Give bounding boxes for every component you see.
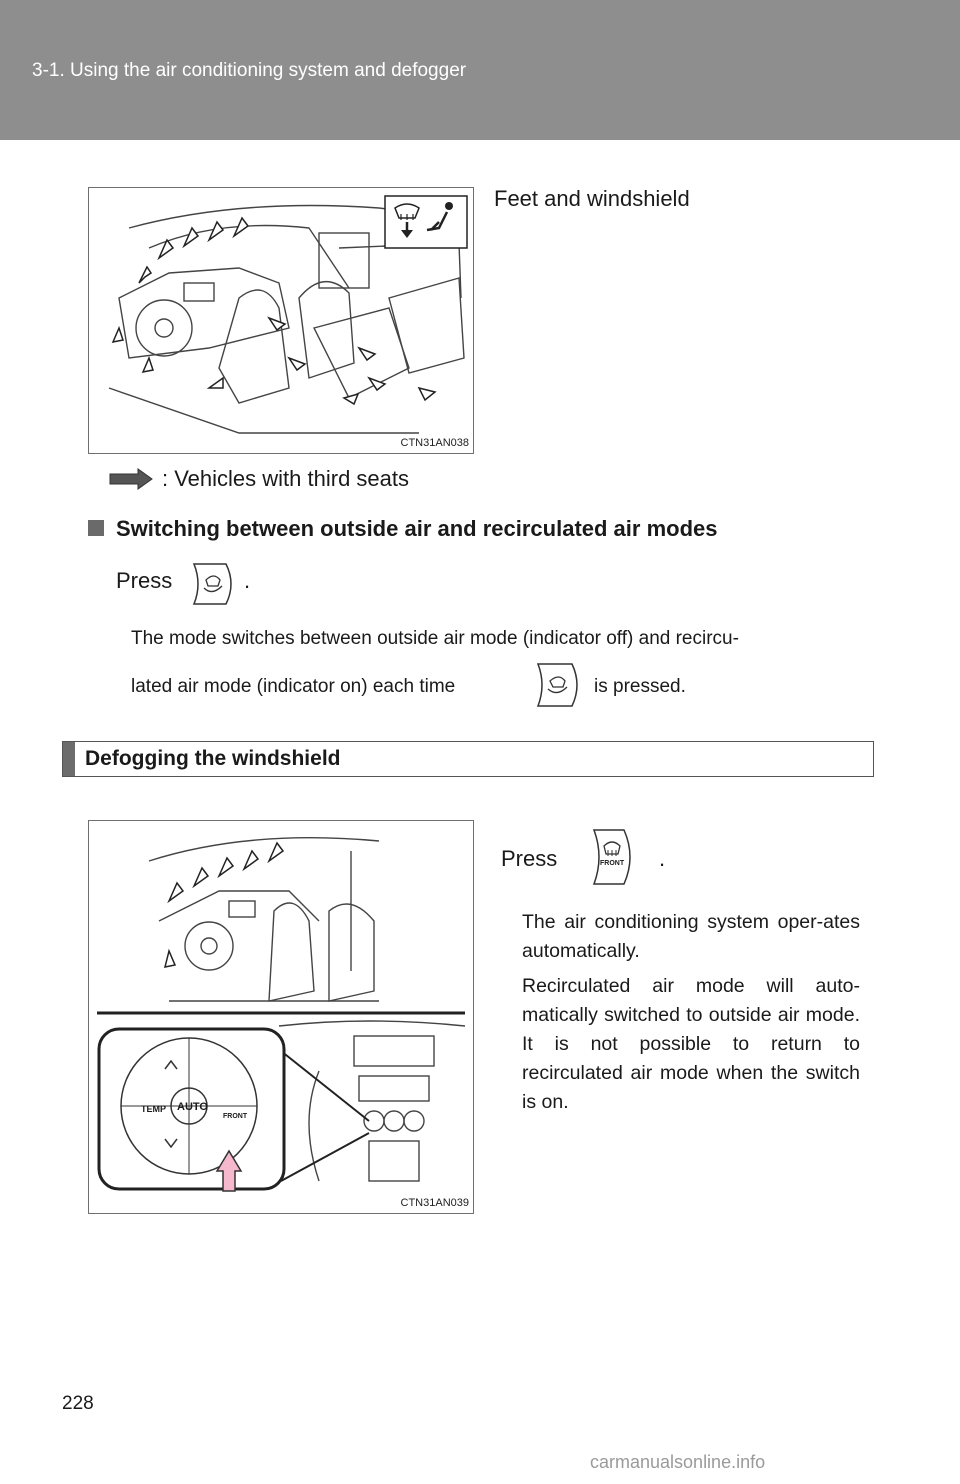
front-defog-button-icon <box>590 828 638 886</box>
recirc-heading: Switching between outside air and recirculated air modes <box>116 516 718 541</box>
recirc-button-icon <box>534 662 584 708</box>
defog-press-word: Press <box>501 846 558 871</box>
temp-label: TEMP <box>141 1104 167 1114</box>
front-label-small: FRONT <box>223 1113 248 1120</box>
recirc-button-icon <box>190 562 238 606</box>
recirc-desc-line1: The mode switches between outside air mode (indicator off) and recircu- <box>131 628 739 649</box>
third-seats-note: : Vehicles with third seats <box>162 466 410 491</box>
recirc-desc-line2: lated air mode (indicator on) each time <box>131 676 456 697</box>
section-title-bar <box>62 741 874 777</box>
defog-airflow-illustration <box>89 821 473 1213</box>
figure-code: CTN31AN039 <box>400 1197 469 1209</box>
section-title: Defogging the windshield <box>85 747 341 770</box>
recirc-press-line <box>116 568 172 594</box>
page-number: 228 <box>62 1393 94 1414</box>
figure-defog-windshield <box>88 820 474 1214</box>
watermark: carmanualsonline.info <box>590 1452 766 1472</box>
square-bullet-icon <box>88 520 104 536</box>
defog-para-auto: The air conditioning system oper-ates automatically. <box>522 911 860 962</box>
press-end: . <box>244 568 251 593</box>
page-header <box>0 0 960 140</box>
arrow-icon <box>108 468 154 490</box>
front-button-label: FRONT <box>600 860 625 867</box>
recirc-desc-end: is pressed. <box>594 676 686 697</box>
figure-feet-windshield <box>88 187 474 454</box>
feet-windshield-mode-icon <box>385 196 467 248</box>
defog-press-end: . <box>659 846 666 871</box>
section-marker <box>63 742 75 776</box>
defog-para-recirc: Recirculated air mode will auto-matically switched to outside air mode. It is not possible to return to recirculated air mode when the switch is on. <box>522 975 860 1113</box>
auto-label: AUTO <box>177 1101 208 1113</box>
press-word: Press <box>116 568 173 593</box>
figure-caption: Feet and windshield <box>494 186 690 211</box>
figure-code: CTN31AN038 <box>400 437 469 449</box>
car-interior-airflow-illustration <box>89 188 473 453</box>
chapter-title: 3-1. Using the air conditioning system and defogger <box>32 60 467 81</box>
